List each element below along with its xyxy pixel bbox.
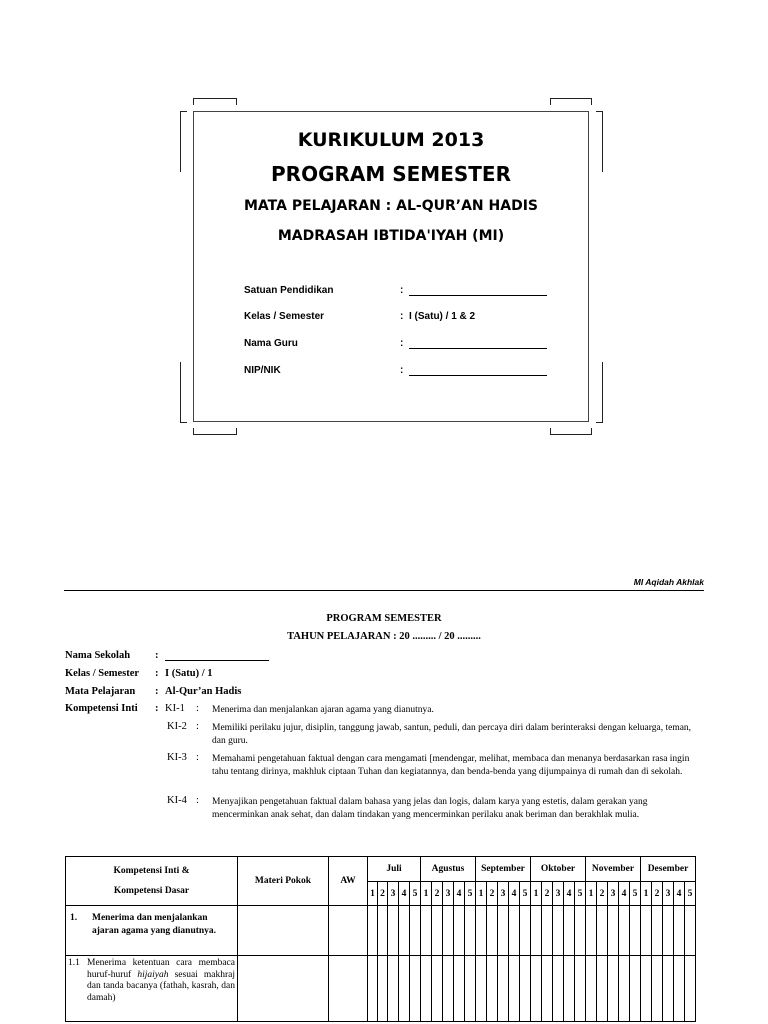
ki-text: Menyajikan pengetahuan faktual dalam bahasa yang jelas dan logis, dalam karya yang estetis, dalam gerakan yang mencerminkan anak sehat, dan dalam tindakan yang mencerminkan perilaku anak beriman dan berakhlak mulia. xyxy=(212,797,648,820)
ki-colon: : xyxy=(196,752,199,763)
header-kompetensi xyxy=(66,857,238,906)
kompetensi-text-italic: hijaiyah xyxy=(137,969,169,980)
header-materi-pokok: Materi Pokok xyxy=(238,857,329,906)
info-label: Kompetensi Inti xyxy=(65,703,138,714)
week-cell xyxy=(685,956,696,1022)
week-cell xyxy=(454,906,465,956)
week-cell xyxy=(630,906,641,956)
week-cell xyxy=(641,906,652,956)
week-cell xyxy=(542,956,553,1022)
header-aw: AW xyxy=(329,857,368,906)
week-number: 1 xyxy=(368,882,378,906)
week-cell xyxy=(465,956,476,1022)
week-cell xyxy=(663,956,674,1022)
week-number: 2 xyxy=(432,882,443,906)
week-cell xyxy=(531,956,542,1022)
cover-title-mapel: MATA PELAJARAN : AL-QUR’AN HADIS xyxy=(244,198,538,214)
week-cell xyxy=(509,906,520,956)
week-number: 1 xyxy=(641,882,652,906)
week-number: 2 xyxy=(487,882,498,906)
side-bracket-right-bottom xyxy=(596,362,603,423)
week-number: 3 xyxy=(498,882,509,906)
week-cell xyxy=(586,906,597,956)
ki-code: KI-4 xyxy=(167,795,187,806)
kompetensi-cell xyxy=(66,956,238,1022)
week-number: 5 xyxy=(575,882,586,906)
cover-title-kurikulum: KURIKULUM 2013 xyxy=(297,129,485,151)
week-cell xyxy=(575,906,586,956)
week-number: 5 xyxy=(520,882,531,906)
kompetensi-text-part: sesuai makhraj dan tanda bacanya (fathah, kasrah, dan damah) xyxy=(87,969,235,1003)
week-cell xyxy=(388,956,399,1022)
corner-bracket-tr xyxy=(550,98,592,105)
program-semester-table xyxy=(65,856,696,1022)
aw-cell xyxy=(329,956,368,1022)
kompetensi-number: 1. xyxy=(70,913,78,923)
info-colon: : xyxy=(155,668,159,679)
week-cell xyxy=(368,906,378,956)
week-cell xyxy=(432,956,443,1022)
ki-text: Menerima dan menjalankan ajaran agama yang dianutnya. xyxy=(212,705,434,715)
week-cell xyxy=(487,906,498,956)
week-cell xyxy=(597,956,608,1022)
header-month: Agustus xyxy=(421,857,476,882)
week-cell xyxy=(421,906,432,956)
week-cell xyxy=(378,956,388,1022)
week-number: 5 xyxy=(630,882,641,906)
week-cell xyxy=(421,956,432,1022)
week-number: 5 xyxy=(410,882,421,906)
info-label: Mata Pelajaran xyxy=(65,686,136,697)
week-number: 3 xyxy=(608,882,619,906)
week-cell xyxy=(630,956,641,1022)
aw-cell xyxy=(329,906,368,956)
header-month: Desember xyxy=(641,857,696,882)
ki-colon: : xyxy=(196,795,199,806)
week-number: 3 xyxy=(663,882,674,906)
cover-field-label: Satuan Pendidikan xyxy=(244,285,334,296)
header-kompetensi-line2: Kompetensi Dasar xyxy=(113,886,190,896)
cover-title-program: PROGRAM SEMESTER xyxy=(271,162,511,186)
kompetensi-number: 1.1 xyxy=(68,958,80,968)
week-number: 5 xyxy=(685,882,696,906)
week-cell xyxy=(465,906,476,956)
header-month: September xyxy=(476,857,531,882)
header-month: Juli xyxy=(368,857,421,882)
week-cell xyxy=(652,906,663,956)
week-number: 4 xyxy=(564,882,575,906)
cover-field-colon: : xyxy=(400,338,404,349)
week-number: 1 xyxy=(586,882,597,906)
week-number: 1 xyxy=(476,882,487,906)
week-number: 3 xyxy=(443,882,454,906)
week-cell xyxy=(509,956,520,1022)
week-cell xyxy=(564,956,575,1022)
week-number: 3 xyxy=(553,882,564,906)
info-label: Nama Sekolah xyxy=(65,650,131,661)
week-cell xyxy=(553,956,564,1022)
kompetensi-text: Menerima dan menjalankan ajaran agama yang dianutnya. xyxy=(92,913,217,936)
side-bracket-left xyxy=(180,111,187,172)
week-cell xyxy=(531,906,542,956)
week-cell xyxy=(641,956,652,1022)
week-number: 4 xyxy=(454,882,465,906)
kompetensi-entry xyxy=(70,912,233,938)
info-colon: : xyxy=(155,686,159,697)
doc-title: PROGRAM SEMESTER xyxy=(326,613,442,624)
week-cell xyxy=(619,906,630,956)
week-cell xyxy=(575,956,586,1022)
week-cell xyxy=(378,906,388,956)
week-cell xyxy=(443,906,454,956)
info-colon: : xyxy=(155,703,159,714)
cover-field-blank-line xyxy=(409,348,547,349)
week-number: 2 xyxy=(597,882,608,906)
week-cell xyxy=(410,956,421,1022)
info-blank-line xyxy=(165,660,269,661)
table-row xyxy=(66,956,696,1022)
cover-field-label: Kelas / Semester xyxy=(244,311,325,322)
header-month: November xyxy=(586,857,641,882)
week-cell xyxy=(520,906,531,956)
week-number: 1 xyxy=(421,882,432,906)
week-cell xyxy=(388,906,399,956)
week-cell xyxy=(498,906,509,956)
week-number: 4 xyxy=(674,882,685,906)
kompetensi-entry xyxy=(68,958,235,1004)
ki-text: Memiliki perilaku jujur, disiplin, tanggung jawab, santun, peduli, dan percaya diri dalam berinteraksi dengan keluarga, teman, dan guru. xyxy=(212,723,692,746)
week-cell xyxy=(597,906,608,956)
ki-code: KI-1 xyxy=(165,703,185,714)
week-cell xyxy=(674,956,685,1022)
ki-code: KI-3 xyxy=(167,752,187,763)
ki-text: Memahami pengetahuan faktual dengan cara mengamati [mendengar, melihat, membaca dan menanya berdasarkan rasa ingin tahu tentang dirinya, makhluk ciptaan Tuhan dan kegiatannya, dan benda-benda yang dijumpainya di rumah dan di sekolah. xyxy=(212,754,690,777)
info-value: I (Satu) / 1 xyxy=(165,668,213,679)
week-cell xyxy=(476,956,487,1022)
side-bracket-right xyxy=(596,111,603,172)
ki-colon: : xyxy=(196,703,199,714)
ki-code: KI-2 xyxy=(167,721,187,732)
header-month: Oktober xyxy=(531,857,586,882)
info-colon: : xyxy=(155,650,159,661)
week-number: 2 xyxy=(652,882,663,906)
cover-field-label: Nama Guru xyxy=(244,338,298,349)
header-kompetensi-line1: Kompetensi Inti & xyxy=(113,866,190,876)
ki-colon: : xyxy=(196,721,199,732)
week-cell xyxy=(553,906,564,956)
cover-field-value: I (Satu) / 1 & 2 xyxy=(409,311,476,322)
week-cell xyxy=(652,956,663,1022)
week-number: 4 xyxy=(399,882,410,906)
cover-field-blank-line xyxy=(409,375,547,376)
side-bracket-left-bottom xyxy=(180,362,187,423)
week-cell xyxy=(619,956,630,1022)
corner-bracket-br xyxy=(550,428,592,435)
week-number: 4 xyxy=(619,882,630,906)
cover-field-colon: : xyxy=(400,311,404,322)
week-number: 1 xyxy=(531,882,542,906)
week-cell xyxy=(368,956,378,1022)
week-cell xyxy=(443,956,454,1022)
cover-title-madrasah: MADRASAH IBTIDA'IYAH (MI) xyxy=(277,228,505,244)
week-cell xyxy=(608,906,619,956)
week-cell xyxy=(399,906,410,956)
info-label: Kelas / Semester xyxy=(65,668,140,679)
corner-bracket-tl xyxy=(193,98,237,105)
week-cell xyxy=(685,906,696,956)
week-number: 3 xyxy=(388,882,399,906)
week-cell xyxy=(498,956,509,1022)
info-value: Al-Qur’an Hadis xyxy=(165,686,242,697)
week-number: 4 xyxy=(509,882,520,906)
kompetensi-cell xyxy=(66,906,238,956)
week-number: 5 xyxy=(465,882,476,906)
cover-field-colon: : xyxy=(400,285,404,296)
corner-bracket-bl xyxy=(193,428,237,435)
kompetensi-text-part: Menerima ketentuan cara membaca huruf-huruf xyxy=(87,958,235,980)
week-cell xyxy=(608,956,619,1022)
week-cell xyxy=(454,956,465,1022)
week-cell xyxy=(586,956,597,1022)
week-cell xyxy=(520,956,531,1022)
week-cell xyxy=(399,956,410,1022)
kompetensi-text xyxy=(87,958,235,1004)
week-cell xyxy=(674,906,685,956)
doc-subtitle: TAHUN PELAJARAN : 20 ......... / 20 ......... xyxy=(287,631,481,642)
cover-field-label: NIP/NIK xyxy=(244,365,281,376)
cover-field-colon: : xyxy=(400,365,404,376)
week-cell xyxy=(432,906,443,956)
header-divider xyxy=(64,590,704,591)
table-row xyxy=(66,906,696,956)
page-header-label: MI Aqidah Akhlak xyxy=(633,577,704,587)
week-number: 2 xyxy=(378,882,388,906)
week-cell xyxy=(476,906,487,956)
materi-cell xyxy=(238,906,329,956)
week-cell xyxy=(410,906,421,956)
week-cell xyxy=(487,956,498,1022)
week-cell xyxy=(564,906,575,956)
week-cell xyxy=(542,906,553,956)
cover-field-blank-line xyxy=(409,295,547,296)
week-number: 2 xyxy=(542,882,553,906)
materi-cell xyxy=(238,956,329,1022)
week-cell xyxy=(663,906,674,956)
